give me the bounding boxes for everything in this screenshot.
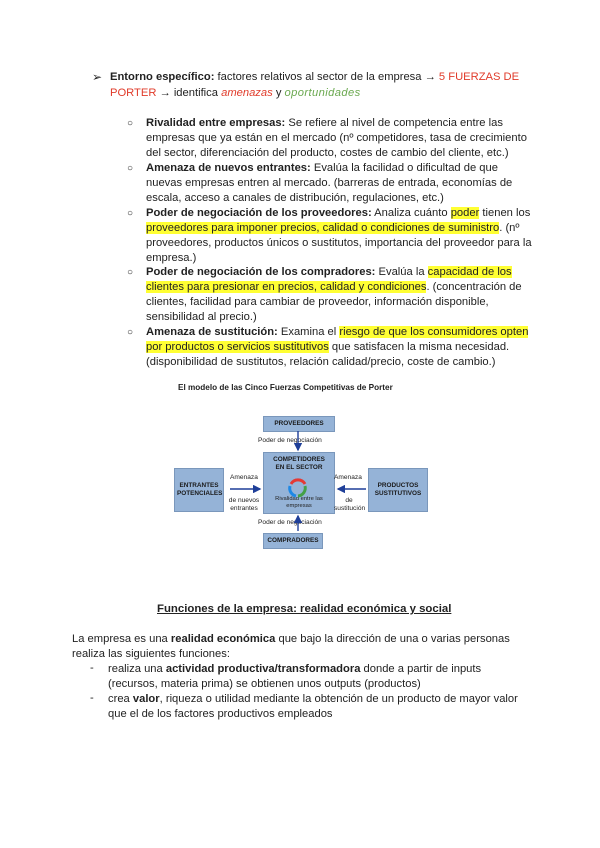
- force-3-text: Analiza cuánto: [371, 207, 451, 219]
- item-1-line-1: [108, 662, 481, 677]
- item-1-text-c: donde a partir de inputs: [360, 663, 482, 675]
- force-3-line-3: proveedores, productos únicos o sustitutos, importancia del proveedor para la: [146, 237, 532, 249]
- circle-bullet-icon: ○: [127, 327, 134, 338]
- force-5-highlight-1: riesgo de que los consumidores opten: [339, 326, 529, 338]
- arrow-bullet-icon: ➢: [92, 70, 103, 84]
- item-1-text-a: realiza una: [108, 663, 166, 675]
- circle-bullet-icon: ○: [127, 208, 134, 219]
- force-4-text: Evalúa la: [375, 266, 428, 278]
- item-1-line-2: (recursos, materia prima) se obtienen unos outputs (productos): [108, 678, 421, 690]
- item-2-text-a: crea: [108, 693, 133, 705]
- force-2-title: Amenaza de nuevos entrantes:: [146, 162, 311, 174]
- productos-label: PRODUCTOS SUSTITUTIVOS: [374, 482, 422, 497]
- force-4-highlight-1: capacidad de los: [427, 266, 512, 278]
- entorno-y: y: [272, 87, 285, 99]
- item-2-line-1: [108, 692, 518, 707]
- force-2-text: Evalúa la facilidad o dificultad de que: [310, 162, 498, 174]
- force-3-highlight-2: proveedores para imponer precios, calidad o condiciones de suministro: [146, 222, 500, 234]
- dash-bullet-icon: -: [90, 692, 94, 704]
- entorno-text-2: → identifica: [156, 87, 222, 99]
- circle-bullet-icon: ○: [127, 118, 134, 129]
- rivalidad-label: Rivalidad entre las empresas: [275, 496, 323, 509]
- entorno-text: factores relativos al sector de la empresa →: [214, 71, 439, 83]
- force-3-highlight-1: poder: [450, 207, 480, 219]
- p1-text-a: La empresa es una: [72, 633, 171, 645]
- force-5-text-b: que satisfacen la misma necesidad.: [328, 341, 510, 353]
- force-3-text-b: tienen los: [479, 207, 531, 219]
- amenazas-word: amenazas: [221, 87, 273, 99]
- force-3-line-4: empresa.): [146, 252, 197, 264]
- force-4-line-3: clientes, facilidad para cambiar de proveedor, información disponible,: [146, 296, 489, 308]
- entorno-label: Entorno específico:: [110, 71, 215, 83]
- force-1-line-2: empresas que ya están en el mercado (nº competidores, tasa de crecimiento: [146, 132, 527, 144]
- force-5-line-3: (disponibilidad de sustitutos, relación calidad/precio, coste de cambio.): [146, 356, 496, 368]
- proveedores-box: PROVEEDORES: [263, 416, 335, 432]
- poder-top-label: Poder de negociación: [258, 437, 322, 444]
- porter-red-2: PORTER: [110, 87, 157, 99]
- circle-bullet-icon: ○: [127, 163, 134, 174]
- force-2-line-3: escala, acceso a canales de distribución, regulaciones, etc.): [146, 192, 444, 204]
- porter-red-1: 5 FUERZAS DE: [438, 71, 520, 83]
- rivalry-cycle-icon: [290, 480, 306, 496]
- actividad-productiva: actividad productiva/transformadora: [165, 663, 361, 675]
- competidores-label: COMPETIDORES EN EL SECTOR: [273, 456, 325, 471]
- force-3-title: Poder de negociación de los proveedores:: [146, 207, 372, 219]
- force-3-text-c: . (nº: [499, 222, 520, 234]
- section-heading: Funciones de la empresa: realidad económica y social: [157, 603, 452, 615]
- section2-p2: realiza las siguientes funciones:: [72, 648, 230, 660]
- force-5-highlight-2: por productos o servicios sustitutivos: [146, 341, 329, 353]
- valor-word: valor: [132, 693, 160, 705]
- amenaza-left-label: Amenaza: [230, 474, 258, 481]
- p1-text-c: que bajo la dirección de una o varias personas: [275, 633, 510, 645]
- force-5-text: Examina el: [277, 326, 340, 338]
- force-1-title: Rivalidad entre empresas:: [146, 117, 286, 129]
- poder-bottom-label: Poder de negociación: [258, 519, 322, 526]
- item-2-text-c: , riqueza o utilidad mediante la obtención de un producto de mayor valor: [159, 693, 518, 705]
- nuevos-entrantes-label: de nuevos entrantes: [228, 497, 260, 512]
- compradores-box: COMPRADORES: [263, 533, 323, 549]
- force-4-title: Poder de negociación de los compradores:: [146, 266, 376, 278]
- force-1-text: Se refiere al nivel de competencia entre las: [285, 117, 503, 129]
- force-4-text-b: . (concentración de: [426, 281, 522, 293]
- diagram-title: El modelo de las Cinco Fuerzas Competitivas de Porter: [178, 383, 393, 392]
- item-2-line-2: que el de los factores productivos empleados: [108, 708, 333, 720]
- force-4-highlight-2: clientes para presionar en precios, calidad y condiciones: [146, 281, 427, 293]
- entrantes-label: ENTRANTES POTENCIALES: [177, 482, 223, 497]
- force-2-line-2: nuevas empresas entren al mercado. (barreras de entrada, economías de: [146, 177, 513, 189]
- section2-p1: [72, 632, 510, 647]
- amenaza-right-label: Amenaza: [334, 474, 362, 481]
- realidad-economica: realidad económica: [170, 633, 276, 645]
- de-sustitucion-label: de sustitución: [334, 497, 366, 512]
- oportunidades-word: oportunidades: [284, 87, 361, 99]
- force-1-line-3: del sector, diferenciación del producto, costes de cambio del cliente, etc.): [146, 147, 509, 159]
- force-5-title: Amenaza de sustitución:: [146, 326, 278, 338]
- dash-bullet-icon: -: [90, 662, 94, 674]
- force-4-line-4: sensibilidad al precio.): [146, 311, 257, 323]
- circle-bullet-icon: ○: [127, 267, 134, 278]
